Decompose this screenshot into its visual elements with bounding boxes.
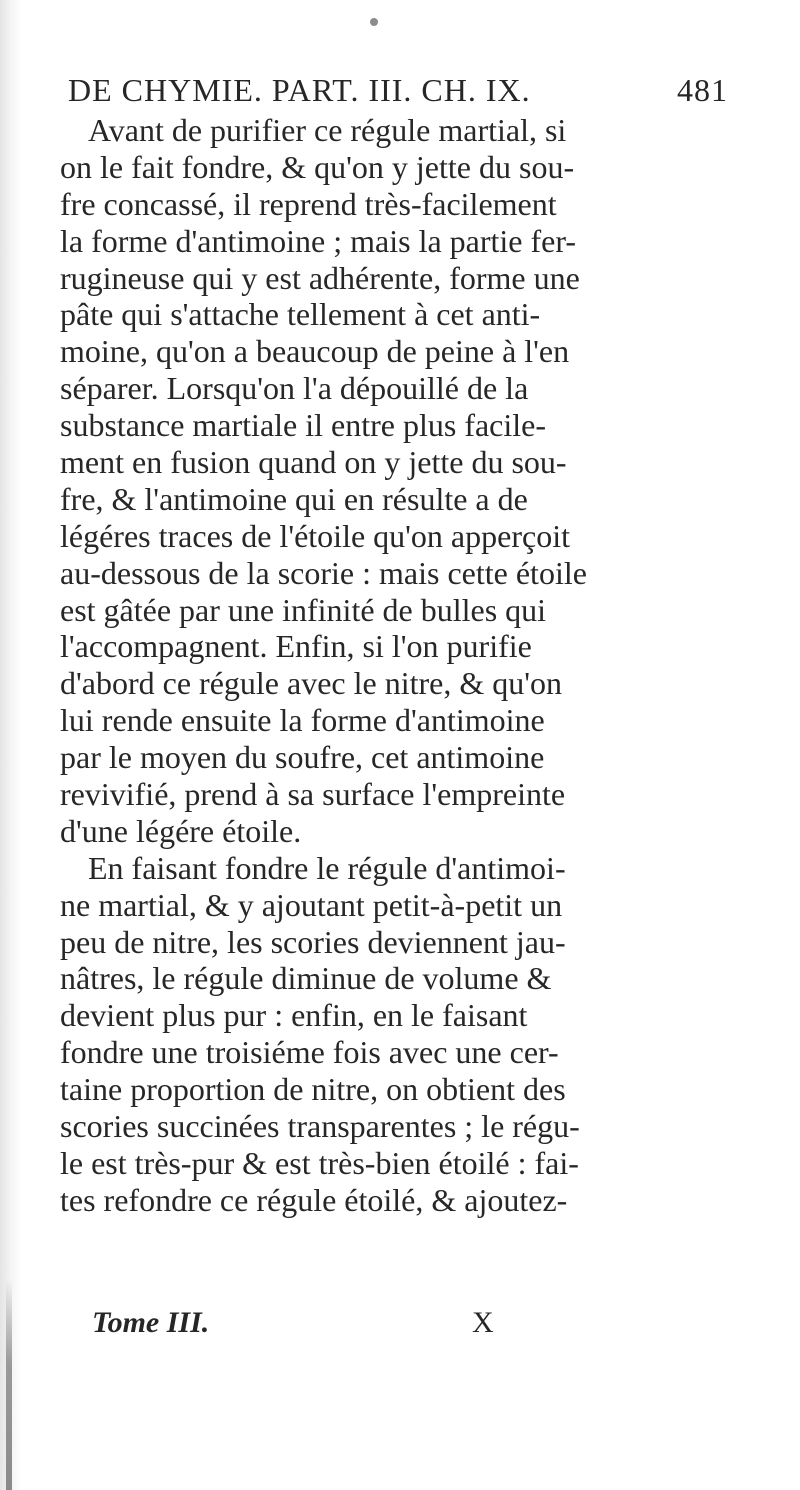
text-line: d'une légére étoile. <box>60 812 302 849</box>
text-line: devient plus pur : enfin, en le faisant <box>60 997 528 1034</box>
page-number: 481 <box>677 72 728 108</box>
body-text <box>60 112 750 1219</box>
text-line: Avant de purifier ce régule martial, si <box>88 112 567 148</box>
text-line: nâtres, le régule diminue de volume & <box>60 960 552 997</box>
text-line: ment en fusion quand on y jette du sou- <box>60 444 567 481</box>
text-line: fre concassé, il reprend très-facilement <box>60 185 557 222</box>
text-line: on le fait fondre, & qu'on y jette du sou- <box>60 148 575 185</box>
text-line: l'accompagnent. Enfin, si l'on purifie <box>60 628 532 665</box>
text-line: au-dessous de la scorie : mais cette étoile <box>60 554 587 591</box>
text-line: d'abord ce régule avec le nitre, & qu'on <box>60 665 562 702</box>
text-line: est gâtée par une infinité de bulles qui <box>60 591 547 628</box>
text-line: moine, qu'on a beaucoup de peine à l'en <box>60 333 570 370</box>
text-line: par le moyen du soufre, cet antimoine <box>60 739 545 776</box>
running-header-title: DE CHYMIE. PART. III. CH. IX. <box>68 72 531 108</box>
text-line: tes refondre ce régule étoilé, & ajoutez- <box>60 1181 568 1218</box>
text-line: scories succinées transparentes ; le régu- <box>60 1108 580 1145</box>
binding-gutter <box>0 0 22 1490</box>
text-line: En faisant fondre le régule d'antimoi- <box>88 849 566 886</box>
ink-spot <box>370 18 378 26</box>
text-line: revivifié, prend à sa surface l'empreinte <box>60 776 566 813</box>
text-line: peu de nitre, les scories deviennent jau- <box>60 923 566 960</box>
text-line: la forme d'antimoine ; mais la partie fer- <box>60 222 577 259</box>
text-line: fre, & l'antimoine qui en résulte a de <box>60 480 528 517</box>
text-line: substance martiale il entre plus facile- <box>60 407 547 444</box>
text-line: légéres traces de l'étoile qu'on apperçoit <box>60 517 570 554</box>
text-line: rugineuse qui y est adhérente, forme une <box>60 259 580 296</box>
running-header <box>68 72 728 112</box>
text-line: lui rende ensuite la forme d'antimoine <box>60 702 545 739</box>
page-footer <box>92 1306 512 1346</box>
text-line: le est très-pur & est très-bien étoilé : fai- <box>60 1144 579 1181</box>
volume-label: Tome III. <box>92 1306 210 1339</box>
text-line: taine proportion de nitre, on obtient des <box>60 1071 566 1108</box>
binding-edge <box>6 1280 12 1490</box>
text-line: fondre une troisiéme fois avec une cer- <box>60 1034 559 1071</box>
text-line: ne martial, & y ajoutant petit-à-petit un <box>60 886 563 923</box>
text-line: pâte qui s'attache tellement à cet anti- <box>60 296 541 333</box>
signature-mark: X <box>472 1306 494 1339</box>
text-line: séparer. Lorsqu'on l'a dépouillé de la <box>60 370 529 407</box>
